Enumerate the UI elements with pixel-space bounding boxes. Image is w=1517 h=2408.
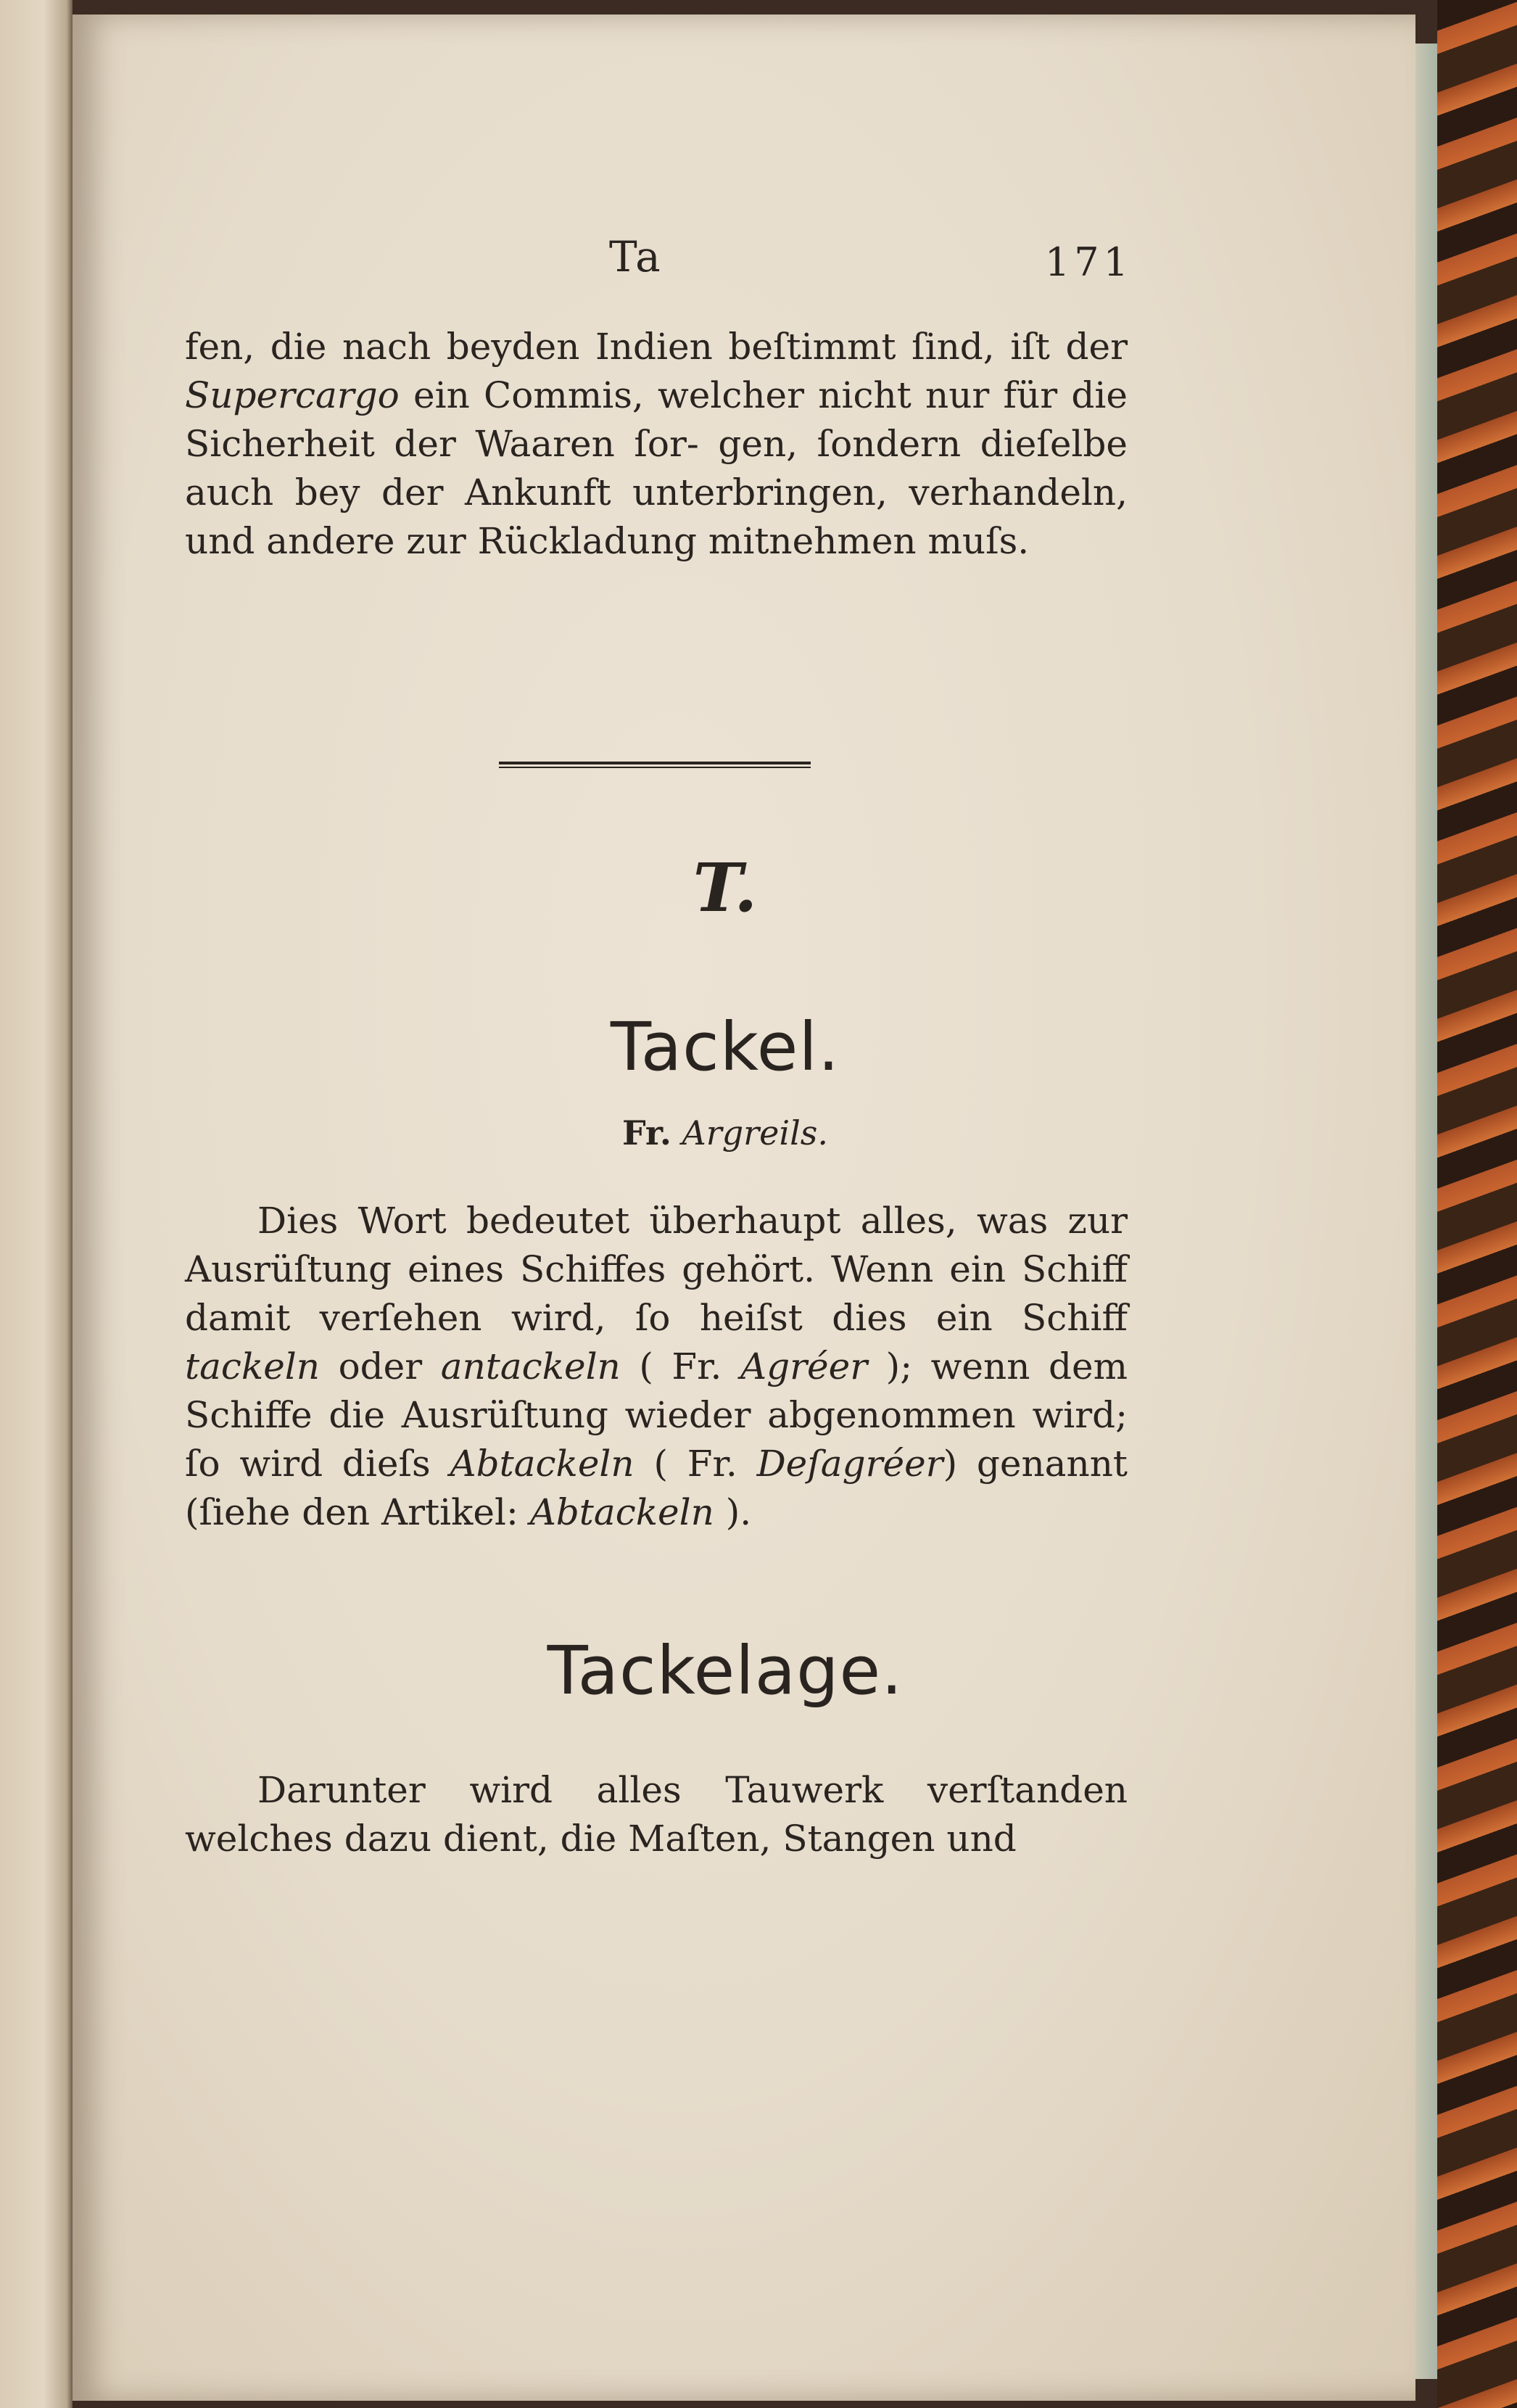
text-run: oder	[320, 1345, 441, 1388]
entry-body-tackel	[185, 1197, 1128, 1537]
text-line: ein Commis, welcher	[399, 374, 805, 416]
text-emphasis: Abtackeln	[529, 1491, 714, 1533]
previous-page-edge	[0, 0, 73, 2408]
entry-headword-tackelage: Tackelage.	[547, 1632, 904, 1710]
text-run: Dies Wort bedeutet überhaupt alles, was zur Ausrüſtung eines Schiffes gehört. Wenn ein Schiff damit verſehen wird, ſo heiſst dies ein Schiff	[185, 1200, 1128, 1339]
entry-french-equivalent	[73, 1113, 1378, 1153]
text-emphasis: Agréer	[740, 1345, 868, 1388]
text-line: unterbringen, verhandeln, und andere zur	[185, 471, 1128, 562]
continuation-paragraph	[185, 323, 1128, 566]
text-line: nicht nur für die Sicherheit der Waaren ſor-	[185, 374, 1128, 465]
entry-headword-tackel: Tackel.	[610, 1008, 840, 1086]
section-divider	[499, 762, 811, 768]
page-number: 171	[1044, 239, 1133, 285]
text-line: fen, die nach beyden Indien beſtimmt ſind,	[185, 326, 995, 368]
text-line: Rückladung mitnehmen muſs.	[477, 520, 1030, 562]
section-letter: T.	[693, 849, 758, 927]
text-run: ( Fr.	[620, 1345, 740, 1388]
text-emphasis: Supercargo	[185, 374, 400, 416]
text-run: ) genannt (ſiehe den Artikel:	[185, 1443, 1128, 1533]
text-emphasis: Deſagréer	[756, 1443, 943, 1485]
text-emphasis: antackeln	[440, 1345, 621, 1388]
entry-text: Darunter wird alles Tauwerk verſtanden welches dazu dient, die Maſten, Stangen und	[185, 1769, 1128, 1860]
board-edge	[1415, 44, 1437, 2379]
text-emphasis: tackeln	[185, 1345, 320, 1388]
text-line: gen, ſondern dieſelbe auch bey der Ankunft	[185, 423, 1128, 514]
french-term: Argreils.	[682, 1113, 829, 1153]
marbled-cover	[1437, 0, 1517, 2408]
text-run: ).	[714, 1491, 752, 1533]
text-run: ); wenn dem Schiffe die Ausrüſtung wieder abgenommen wird; ſo wird dieſs	[185, 1345, 1128, 1485]
entry-body-tackelage	[185, 1766, 1128, 1863]
french-prefix: Fr.	[621, 1113, 671, 1153]
text-line: iſt der	[1010, 326, 1128, 368]
book-page	[73, 15, 1415, 2401]
running-head-title: Ta	[609, 232, 662, 281]
text-emphasis: Abtackeln	[450, 1443, 635, 1485]
text-run: ( Fr.	[634, 1443, 757, 1485]
running-head	[73, 232, 1415, 297]
